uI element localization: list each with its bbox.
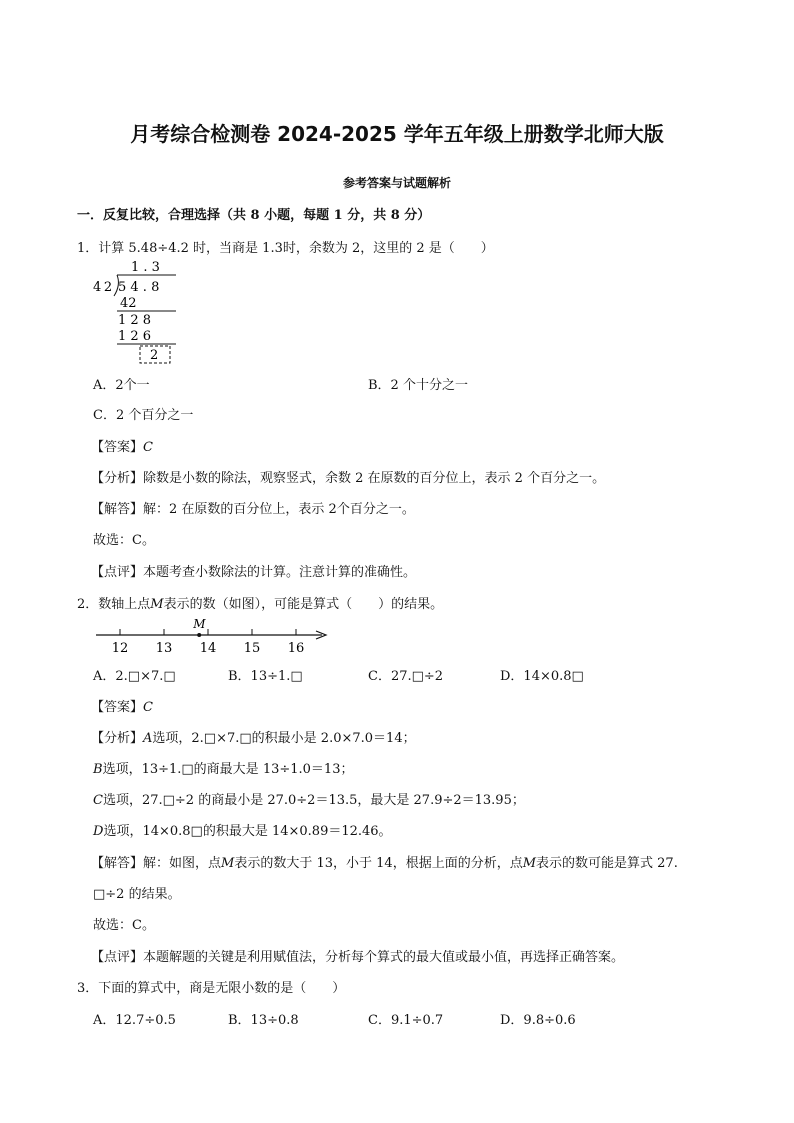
q2-analysis-b [93, 758, 353, 777]
solution-text: 解：如图，点 [143, 856, 222, 871]
q2-analysis-a [91, 727, 416, 746]
point-m-label: M [193, 617, 206, 631]
q1-option-c: C．2 个百分之一 [93, 408, 194, 423]
division-row-3: 1 2 6 [118, 329, 152, 344]
division-divisor: 4 2 [93, 280, 113, 295]
analysis-tag: 【分析】 [91, 471, 144, 486]
q2-option-a: A．2.□×7.□ [93, 669, 176, 684]
analysis-text: 选项，2.□×7.□的积最小是 2.0×7.0＝14； [152, 731, 416, 746]
point-m [197, 633, 201, 637]
division-remainder: 2 [150, 348, 159, 363]
q2-option-c: C．27.□÷2 [368, 669, 444, 684]
q2-choose: 故选：C。 [93, 918, 155, 933]
q3-option-a: A．12.7÷0.5 [93, 1013, 176, 1028]
division-row-1: 42 [120, 296, 137, 311]
comment-text: 本题解题的关键是利用赋值法，分析每个算式的最大值或最小值，再选择正确答案。 [143, 950, 625, 965]
number-line-tick-label: 14 [199, 641, 217, 656]
answer-value: C [143, 700, 153, 715]
q2-solution-line-1 [91, 852, 678, 871]
option-letter: A [143, 731, 153, 746]
solution-text: 表示的数大于 13，小于 14，根据上面的分析，点 [234, 856, 523, 871]
comment-text: 本题考查小数除法的计算。注意计算的准确性。 [143, 565, 417, 580]
analysis-text: 选项，13÷1.□的商最大是 13÷1.0＝13； [102, 762, 354, 777]
stem-part: 2．数轴上点 [77, 597, 151, 612]
page-title: 月考综合检测卷 2024-2025 学年五年级上册数学北师大版 [130, 122, 664, 146]
number-line-tick-label: 12 [111, 641, 129, 656]
q3-option-c: C．9.1÷0.7 [368, 1013, 444, 1028]
answer-tag: 【答案】 [91, 700, 144, 715]
solution-text: 表示的数可能是算式 27. [536, 856, 678, 871]
q2-option-d: D．14×0.8□ [500, 669, 584, 684]
q3-option-d: D．9.8÷0.6 [500, 1013, 576, 1028]
answer-value: C [143, 440, 153, 455]
division-dividend: 5 4 . 8 [118, 280, 160, 295]
analysis-tag: 【分析】 [91, 731, 144, 746]
number-line-figure [92, 614, 332, 656]
solution-tag: 【解答】 [91, 856, 144, 871]
q1-option-b: B．2 个十分之一 [368, 378, 468, 393]
q1-choose: 故选：C。 [93, 533, 155, 548]
solution-tag: 【解答】 [91, 502, 144, 517]
q2-analysis-d [93, 820, 392, 839]
number-line-tick-label: 16 [287, 641, 305, 656]
question-2-stem [77, 593, 443, 612]
point-m-ref: M [221, 856, 235, 871]
option-letter: C [93, 793, 103, 808]
stem-part: 表示的数（如图），可能是算式（ ）的结果。 [163, 597, 444, 612]
question-1-stem: 1．计算 5.48÷4.2 时，当商是 1.3时，余数为 2，这里的 2 是（ ） [77, 241, 494, 256]
q1-analysis [91, 467, 605, 486]
q2-answer [91, 696, 153, 715]
section-heading: 一．反复比较，合理选择（共 8 小题，每题 1 分，共 8 分） [77, 208, 431, 223]
q2-analysis-c [93, 789, 525, 808]
number-line-tick-label: 13 [155, 641, 173, 656]
division-quotient-text: 1 . 3 [131, 260, 160, 275]
option-letter: B [93, 762, 103, 777]
analysis-text: 除数是小数的除法，观察竖式，余数 2 在原数的百分位上，表示 2 个百分之一。 [143, 471, 606, 486]
option-letter: D [93, 824, 104, 839]
long-division-figure [88, 258, 188, 366]
q1-option-a: A．2个一 [93, 378, 150, 393]
q2-option-b: B．13÷1.□ [228, 669, 303, 684]
q1-comment [91, 561, 416, 580]
analysis-text: 选项，14×0.8□的积最大是 14×0.89＝12.46。 [103, 824, 392, 839]
comment-tag: 【点评】 [91, 565, 144, 580]
q1-solution [91, 498, 415, 517]
page-subtitle: 参考答案与试题解析 [342, 176, 451, 190]
answer-tag: 【答案】 [91, 440, 144, 455]
division-row-2: 1 2 8 [118, 313, 152, 328]
q3-option-b: B．13÷0.8 [228, 1013, 299, 1028]
q1-answer [91, 436, 153, 455]
analysis-text: 选项，27.□÷2 的商最小是 27.0÷2＝13.5，最大是 27.9÷2＝13.95； [102, 793, 525, 808]
question-3-stem: 3．下面的算式中，商是无限小数的是（ ） [77, 981, 346, 996]
q2-comment [91, 946, 624, 965]
comment-tag: 【点评】 [91, 950, 144, 965]
point-m-ref: M [522, 856, 537, 871]
solution-text: 解：2 在原数的百分位上，表示 2个百分之一。 [143, 502, 415, 517]
q2-solution-line-2: □÷2 的结果。 [93, 887, 181, 902]
point-m-ref: M [150, 597, 164, 612]
number-line-tick-label: 15 [243, 641, 261, 656]
